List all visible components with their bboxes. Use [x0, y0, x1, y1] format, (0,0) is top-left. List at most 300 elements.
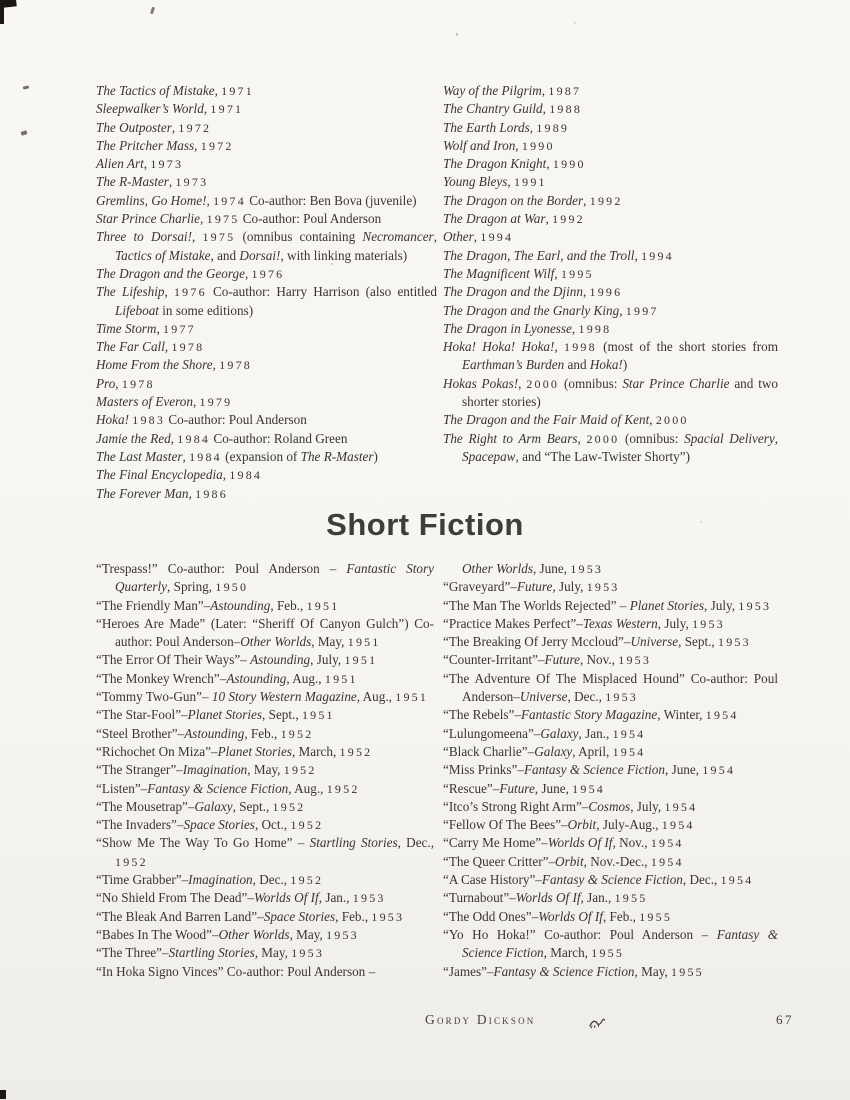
bibliography-entry [443, 173, 778, 191]
entry-text: , July, [657, 615, 693, 631]
entry-text: , Jan., [580, 890, 615, 906]
title-italic: The Dragon and the Gnarly King [443, 302, 620, 318]
bibliography-entry [443, 834, 778, 852]
title-italic: The Dragon and the Fair Maid of Kent [443, 412, 650, 428]
entry-text: “The Star-Fool”– [96, 707, 188, 723]
scan-speck [700, 521, 702, 523]
entry-text: and [564, 357, 590, 373]
title-italic: Future [544, 652, 580, 668]
title-italic: Gremlins, Go Home! [96, 192, 207, 208]
title-italic: 10 Story Western Magazine [211, 689, 357, 705]
title-italic: Lifeboat [115, 302, 159, 318]
year: 1975 [202, 230, 236, 245]
title-italic: Fantasy & Science Fiction [462, 926, 778, 961]
entry-text: , July, [704, 597, 739, 613]
entry-text: , Aug., [288, 780, 327, 796]
entry-text: , [244, 265, 252, 281]
title-italic: Wolf and Iron [443, 137, 516, 153]
year: 1973 [150, 157, 184, 172]
year: 1994 [480, 230, 514, 245]
title-italic: Future [499, 780, 535, 796]
entry-text: , [507, 174, 514, 190]
title-italic: Orbit [567, 817, 597, 833]
entry-text: , Feb., [335, 908, 372, 924]
year: 1951 [395, 690, 429, 705]
entry-text: , July, [310, 652, 345, 668]
bibliography-entry [96, 393, 437, 411]
entry-text: Co-author: Poul Anderson [239, 211, 382, 227]
entry-text: , Dec., [567, 689, 606, 705]
title-italic: Worlds Of If [515, 890, 581, 906]
year: 1996 [589, 285, 623, 300]
bibliography-entry [96, 192, 437, 210]
entry-text: , and [210, 247, 240, 263]
bibliography-entry [443, 283, 778, 301]
bibliography-entry [96, 485, 437, 503]
entry-text: , [168, 174, 176, 190]
entry-text: , June, [532, 561, 571, 576]
bibliography-entry [96, 228, 437, 265]
entry-text: “Itco’s Strong Right Arm”– [443, 798, 589, 814]
year: 1953 [291, 946, 325, 961]
entry-text: Co-author: Poul Anderson [165, 412, 307, 428]
entry-text: “No Shield From The Dead”– [96, 890, 254, 906]
bibliography-entry [96, 816, 434, 834]
bibliography-entry [443, 670, 778, 707]
bibliography-entry [96, 963, 434, 981]
bibliography-entry [443, 963, 778, 981]
entry-text: “Yo Ho Hoka!” Co-author: Poul Anderson – [443, 926, 717, 942]
entry-text: , [188, 485, 196, 501]
year: 2000 [655, 413, 689, 428]
year: 1995 [560, 266, 594, 281]
entry-text: in some editions) [158, 302, 254, 318]
entry-text: , Feb., [602, 908, 640, 924]
entry-text: , [192, 394, 200, 410]
title-italic: Fantastic Story Quarterly [115, 561, 434, 595]
entry-text: “The Bleak And Barren Land”– [96, 908, 264, 924]
bibliography-entry [443, 100, 778, 118]
entry-text: , March, [291, 743, 340, 759]
title-italic: The Last Master [96, 448, 183, 464]
bibliography-entry [443, 780, 778, 798]
bibliography-entry [443, 210, 778, 228]
title-italic: The Dragon Knight [443, 156, 547, 172]
title-italic: The Tactics of Mistake [96, 83, 215, 98]
bibliography-entry [96, 265, 437, 283]
bibliography-entry [96, 834, 434, 871]
year: 1951 [324, 671, 358, 686]
entry-text: , [546, 156, 553, 172]
scan-speck [456, 33, 458, 36]
entry-text: , [542, 101, 550, 117]
title-italic: Fantasy & Science Fiction [523, 762, 665, 778]
year: 1954 [650, 854, 684, 869]
entry-text: , [515, 137, 522, 153]
entry-text: , [433, 229, 437, 245]
title-italic: Orbit [555, 853, 584, 869]
title-italic: Texas Western [582, 615, 658, 631]
entry-text: Co-author: Ben Bova (juvenile) [245, 192, 417, 208]
entry-text: “Counter-Irritant”– [443, 652, 545, 668]
entry-text: , Aug., [356, 689, 396, 705]
title-italic: Tactics of Mistake [115, 247, 211, 263]
bibliography-entry [443, 411, 778, 429]
entry-text: , [182, 448, 190, 464]
title-italic: The Dragon and the George [96, 265, 245, 281]
entry-text: “The Three”– [96, 945, 169, 961]
title-italic: Hoka! [589, 357, 623, 373]
entry-text: , Jan., [318, 890, 353, 906]
entry-text: , Oct., [254, 817, 291, 833]
entry-text: “The Monkey Wrench”– [96, 670, 227, 686]
bibliography-entry [96, 411, 437, 429]
entry-text: (omnibus containing [235, 229, 363, 245]
entry-text: “James”– [443, 963, 494, 979]
title-italic: Worlds Of If [538, 908, 603, 924]
entry-text: , [554, 265, 561, 281]
bibliography-entry [96, 320, 437, 338]
bibliography-entry [96, 780, 434, 798]
year: 1978 [219, 358, 252, 373]
bibliography-entry [443, 889, 778, 907]
entry-text: ) [622, 357, 628, 373]
entry-text: , Feb., [270, 597, 307, 613]
entry-text: “The Man The Worlds Rejected” – [443, 597, 630, 613]
entry-text: , with linking materials) [280, 247, 408, 263]
bibliography-entry [443, 192, 778, 210]
bibliography-entry [96, 908, 434, 926]
entry-text: , [143, 156, 151, 172]
title-italic: Galaxy [540, 725, 579, 741]
entry-text: , Nov., [579, 652, 619, 668]
year: 1954 [661, 818, 695, 833]
bibliography-entry [96, 283, 437, 320]
short-fiction-column-right [443, 560, 778, 981]
year: 1984 [189, 449, 222, 464]
title-italic: Universe [630, 634, 679, 650]
year: 1955 [639, 909, 673, 924]
entry-text: “Heroes Are Made” (Later: “Sheriff Of Canyon Gulch”) Co-author: Poul Anderson– [96, 615, 434, 650]
entry-text: , [571, 320, 579, 336]
entry-text: and two shorter stories) [462, 375, 778, 410]
year: 1954 [572, 781, 605, 796]
title-italic: Universe [519, 689, 568, 705]
title-italic: The R-Master [300, 448, 374, 464]
entry-text: “The Adventure Of The Misplaced Hound” Co-author: Poul Anderson– [443, 670, 778, 705]
entry-text: , [212, 357, 220, 373]
entry-text: “Carry Me Home”– [443, 835, 548, 851]
year: 1953 [570, 562, 604, 576]
entry-text: “The Friendly Man”– [96, 597, 211, 613]
bibliography-entry [96, 670, 434, 688]
year: 1952 [272, 799, 306, 814]
year: 1955 [671, 964, 704, 979]
bibliography-entry [443, 560, 778, 578]
bibliography-entry [443, 816, 778, 834]
title-italic: Cosmos [588, 798, 631, 814]
title-italic: Other [443, 229, 474, 245]
title-italic: The Dragon on the Border [443, 192, 584, 208]
year: 1979 [199, 395, 233, 410]
entry-text: “Listen”– [96, 780, 148, 796]
entry-text: “In Hoka Signo Vinces” Co-author: Poul Anderson – [96, 963, 376, 979]
title-italic: Imagination [182, 762, 248, 778]
year: 1971 [210, 102, 244, 117]
entry-text: “The Error Of Their Ways”– [96, 652, 251, 668]
year: 1950 [215, 580, 249, 595]
year: 1973 [175, 175, 209, 190]
entry-text: , Feb., [244, 725, 281, 741]
year: 1954 [664, 799, 698, 814]
year: 1953 [586, 580, 620, 595]
bibliography-entry [96, 889, 434, 907]
entry-text: (most of the short stories from [596, 339, 779, 355]
title-italic: Hokas Pokas! [443, 375, 519, 391]
year: 1953 [738, 598, 772, 613]
entry-text: , [473, 229, 481, 245]
bibliography-entry [443, 119, 778, 137]
entry-text: , Jan., [578, 725, 613, 741]
bibliography-entry [443, 871, 778, 889]
title-italic: Other Worlds [218, 926, 290, 942]
year: 1990 [521, 138, 555, 153]
entry-text: , Sept., [262, 707, 302, 723]
entry-text: “The Odd Ones”– [443, 908, 539, 924]
year: 1952 [280, 726, 314, 741]
year: 1972 [200, 138, 234, 153]
entry-text: “The Breaking Of Jerry Mccloud”– [443, 634, 631, 650]
title-italic: Fantasy & Science Fiction [541, 872, 683, 888]
title-italic: Sleepwalker’s World [96, 101, 204, 117]
entry-text: , July, [630, 798, 665, 814]
entry-text: , and “The Law-Twister Shorty”) [515, 448, 690, 464]
title-italic: The Forever Man [96, 485, 189, 501]
bibliography-entry [96, 597, 434, 615]
entry-text: , [518, 375, 527, 391]
bibliography-entry [96, 688, 434, 706]
bibliography-entry [443, 651, 778, 669]
entry-text: , July, [552, 579, 587, 595]
entry-text: , [164, 339, 172, 355]
bibliography-entry [443, 430, 778, 467]
year: 1998 [578, 321, 612, 336]
title-italic: Jamie the Red [96, 430, 171, 446]
entry-text: (omnibus: [619, 430, 685, 446]
title-italic: Planet Stories [629, 597, 705, 613]
bibliography-entry [443, 155, 778, 173]
year: 1953 [718, 635, 751, 650]
year: 1998 [564, 340, 597, 355]
title-italic: The Right to Arm Bears [443, 430, 578, 446]
year: 1952 [283, 763, 317, 778]
title-italic: Dorsai! [239, 247, 281, 263]
year: 2000 [526, 376, 560, 391]
year: 2000 [586, 431, 620, 446]
year: 1987 [548, 84, 582, 98]
title-italic: Startling Stories [168, 945, 255, 961]
bibliography-entry [443, 798, 778, 816]
title-italic: The Far Call [96, 339, 165, 355]
bibliography-entry [443, 706, 778, 724]
year: 1971 [221, 84, 254, 98]
entry-text: , May, [289, 926, 327, 942]
year: 1994 [641, 248, 674, 263]
scan-speck [331, 263, 333, 265]
bibliography-entry [443, 597, 778, 615]
title-italic: Home From the Shore [96, 357, 213, 373]
section-heading: Short Fiction [326, 507, 524, 542]
title-italic: Space Stories [263, 908, 336, 924]
title-italic: Astounding [226, 670, 287, 686]
scan-speck [574, 22, 576, 24]
title-italic: The Outposter [96, 119, 172, 135]
title-italic: Earthman’s Burden [462, 357, 565, 373]
year: 1984 [177, 431, 211, 446]
year: 1983 [132, 413, 166, 428]
bibliography-entry [96, 119, 437, 137]
year: 1952 [339, 744, 373, 759]
entry-text: “A Case History”– [443, 872, 542, 888]
entry-text: “The Invaders”– [96, 817, 184, 833]
year: 1954 [650, 836, 684, 851]
title-italic: Astounding [184, 725, 245, 741]
entry-text: , [194, 137, 201, 153]
bibliography-entry [443, 137, 778, 155]
entry-text: , Nov., [612, 835, 651, 851]
bibliography-entry [443, 633, 778, 651]
entry-text: “Fellow Of The Bees”– [443, 817, 568, 833]
bibliography-entry [96, 926, 434, 944]
year: 1953 [605, 690, 639, 705]
entry-text: , June, [534, 780, 573, 796]
bibliography-entry [96, 100, 437, 118]
bibliography-entry [443, 302, 778, 320]
bibliography-entry [443, 908, 778, 926]
entry-text: “Time Grabber”– [96, 872, 189, 888]
entry-text: , [222, 467, 230, 483]
entry-text: , [206, 192, 214, 208]
title-italic: Fantastic Story Magazine [521, 707, 658, 723]
year: 1972 [178, 120, 212, 135]
year: 1954 [720, 873, 754, 888]
entry-text: “Graveyard”– [443, 579, 517, 595]
year: 1978 [171, 340, 205, 355]
title-italic: Spacial Delivery [684, 430, 775, 446]
year: 1990 [552, 157, 586, 172]
year: 1954 [702, 763, 736, 778]
title-italic: Startling Stories [309, 835, 398, 851]
scan-speck [23, 85, 29, 89]
entry-text: , Dec., [252, 872, 291, 888]
year: 1977 [163, 321, 196, 336]
title-italic: The Dragon and the Djinn [443, 284, 583, 300]
bibliography-entry [96, 466, 437, 484]
entry-text: “Tommy Two-Gun”– [96, 689, 212, 705]
bibliography-entry [96, 430, 437, 448]
entry-text: “Steel Brother”– [96, 725, 185, 741]
year: 1951 [306, 598, 340, 613]
footer-author: Gordy Dickson [425, 1012, 536, 1027]
entry-text: , [634, 247, 642, 263]
entry-text: “Lulungomeena”– [443, 725, 541, 741]
bibliography-entry [443, 247, 778, 265]
entry-text: (omnibus: [559, 375, 623, 391]
entry-text: , [200, 211, 207, 227]
bibliography-entry [96, 651, 434, 669]
title-italic: Planet Stories [187, 707, 263, 723]
title-italic: Pro [96, 375, 116, 391]
scan-artifact-top-left-edge [0, 0, 4, 24]
title-italic: Astounding [210, 597, 271, 613]
year: 1976 [251, 266, 285, 281]
footer-ornament-icon [588, 1016, 606, 1028]
title-italic: Necromancer [362, 229, 434, 245]
entry-text: , Nov.-Dec., [583, 853, 651, 869]
bibliography-entry [96, 173, 437, 191]
entry-text: “Rescue”– [443, 780, 500, 796]
bibliography-entry [443, 926, 778, 963]
title-italic: The Final Encyclopedia [96, 467, 223, 483]
title-italic: The Magnificent Wilf [443, 265, 555, 281]
year: 1978 [121, 376, 155, 391]
entry-text: “The Stranger”– [96, 762, 183, 778]
bibliography-entry [96, 743, 434, 761]
entry-text: , June, [664, 762, 703, 778]
year: 1952 [290, 873, 324, 888]
year: 1989 [536, 120, 570, 135]
year: 1974 [213, 193, 246, 208]
bibliography-entry [443, 578, 778, 596]
year: 1986 [195, 486, 228, 501]
year: 1954 [705, 708, 739, 723]
bibliography-entry [96, 375, 437, 393]
bibliography-entry [443, 320, 778, 338]
title-italic: Young Bleys [443, 174, 508, 190]
year: 1975 [206, 212, 240, 227]
entry-text: , [541, 83, 549, 98]
year: 1988 [549, 102, 583, 117]
title-italic: Space Stories [183, 817, 255, 833]
entry-text: “The Mousetrap”– [96, 798, 195, 814]
title-italic: Alien Art [96, 156, 144, 172]
title-italic: The R-Master [96, 174, 169, 190]
entry-text: , [171, 119, 179, 135]
title-italic: Worlds Of If [547, 835, 613, 851]
year: 1951 [347, 635, 381, 650]
title-italic: Star Prince Charlie [622, 375, 730, 391]
entry-text: , [214, 83, 222, 98]
year: 1992 [589, 193, 623, 208]
entry-text: , [191, 229, 203, 245]
year: 1991 [513, 175, 547, 190]
title-italic: The Dragon, The Earl, and the Troll [443, 247, 635, 263]
entry-text: , [156, 320, 164, 336]
bibliography-entry [443, 375, 778, 412]
entry-text: (expansion of [221, 448, 301, 464]
year: 1984 [229, 468, 263, 483]
bibliography-entry [443, 725, 778, 743]
title-italic: Hoka! [96, 412, 129, 428]
entry-text: , May, [247, 762, 284, 778]
title-italic: Galaxy [534, 743, 573, 759]
entry-text: “Show Me The Way To Go Home” – [96, 835, 310, 851]
entry-text: , Aug., [286, 670, 325, 686]
title-italic: Worlds Of If [253, 890, 319, 906]
year: 1953 [618, 653, 652, 668]
bibliography-entry [443, 761, 778, 779]
title-italic: Fantasy & Science Fiction [493, 963, 635, 979]
